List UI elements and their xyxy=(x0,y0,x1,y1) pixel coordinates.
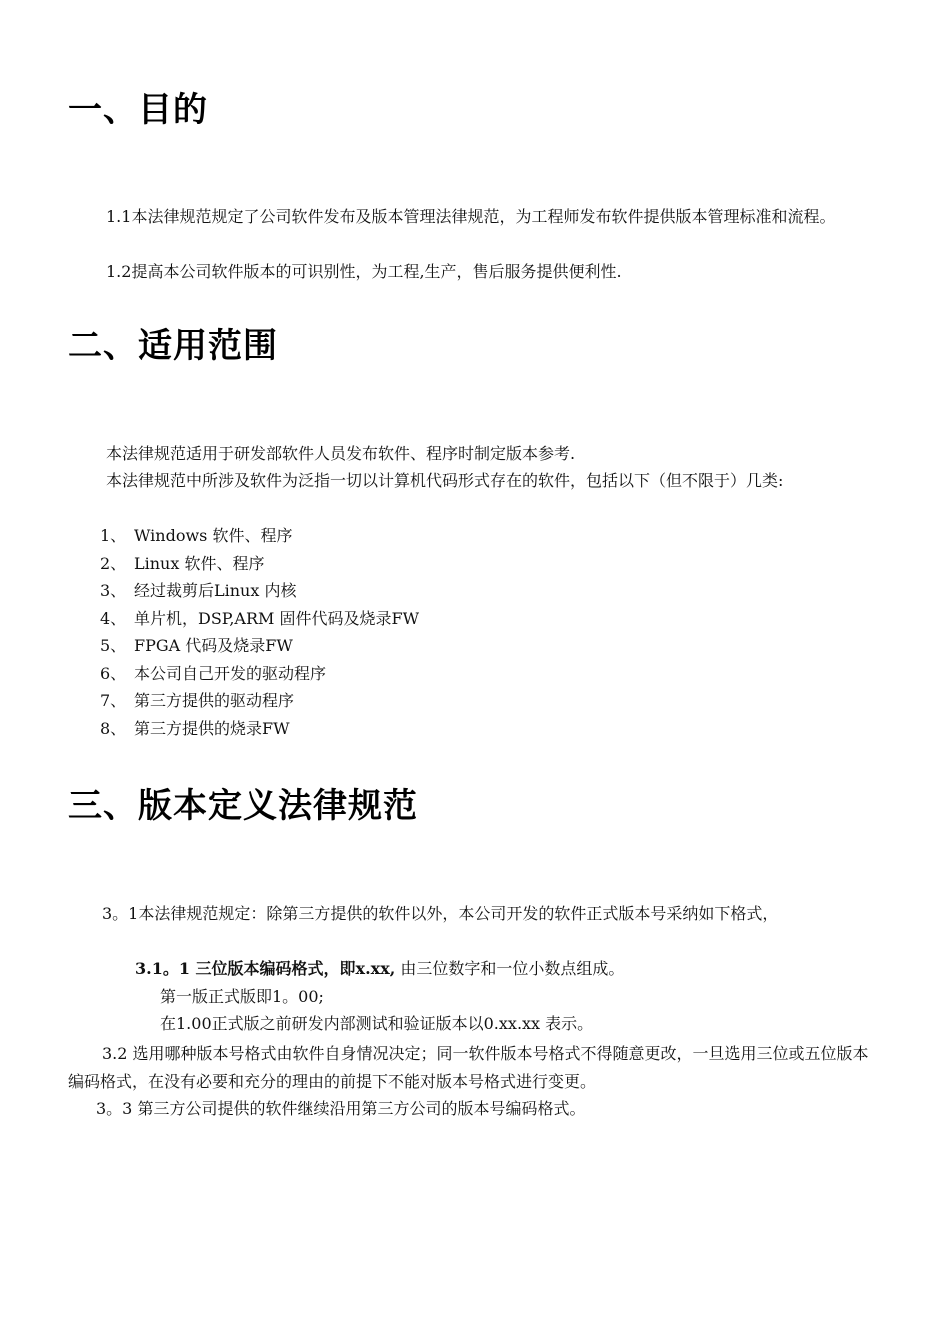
list-item: 7、 第三方提供的驱动程序 xyxy=(100,691,295,710)
section-heading-version: 三、版本定义法律规范 xyxy=(68,786,418,826)
subsection-title: 3.1。1 三位版本编码格式，即x.xx, xyxy=(135,959,396,978)
list-item: 1、 Windows 软件、程序 xyxy=(100,526,293,545)
list-item: 5、 FPGA 代码及烧录FW xyxy=(100,636,293,655)
version-example-internal: 在1.00正式版之前研发内部测试和验证版本以0.xx.xx 表示。 xyxy=(160,1014,594,1033)
paragraph-3-3: 3。3 第三方公司提供的软件继续沿用第三方公司的版本号编码格式。 xyxy=(96,1099,586,1118)
list-item: 8、 第三方提供的烧录FW xyxy=(100,719,290,738)
paragraph-1-1: 1.1本法律规范规定了公司软件发布及版本管理法律规范，为工程师发布软件提供版本管理标准和流程。 xyxy=(106,207,836,226)
list-item: 2、 Linux 软件、程序 xyxy=(100,554,265,573)
paragraph-3-1-1: 3.1。1 三位版本编码格式，即x.xx, 由三位数字和一位小数点组成。 xyxy=(135,959,625,978)
paragraph-scope-2: 本法律规范中所涉及软件为泛指一切以计算机代码形式存在的软件，包括以下（但不限于）几类: xyxy=(106,471,784,490)
paragraph-1-2: 1.2提高本公司软件版本的可识别性，为工程,生产，售后服务提供便利性. xyxy=(106,262,622,281)
list-item: 4、 单片机，DSP,ARM 固件代码及烧录FW xyxy=(100,609,420,628)
section-heading-purpose: 一、目的 xyxy=(68,90,208,130)
paragraph-3-1: 3。1本法律规范规定：除第三方提供的软件以外，本公司开发的软件正式版本号采纳如下格式， xyxy=(102,904,779,923)
list-item: 3、 经过裁剪后Linux 内核 xyxy=(100,581,297,600)
paragraph-3-2: 3.2 选用哪种版本号格式由软件自身情况决定；同一软件版本号格式不得随意更改，一旦选用三位或五位版本编码格式，在没有必要和充分的理由的前提下不能对版本号格式进行变更。 xyxy=(68,1044,869,1091)
section-heading-scope: 二、适用范围 xyxy=(68,326,278,366)
paragraph-scope-1: 本法律规范适用于研发部软件人员发布软件、程序时制定版本参考. xyxy=(106,444,576,463)
list-item: 6、 本公司自己开发的驱动程序 xyxy=(100,664,327,683)
version-example-first: 第一版正式版即1。00; xyxy=(160,987,324,1006)
